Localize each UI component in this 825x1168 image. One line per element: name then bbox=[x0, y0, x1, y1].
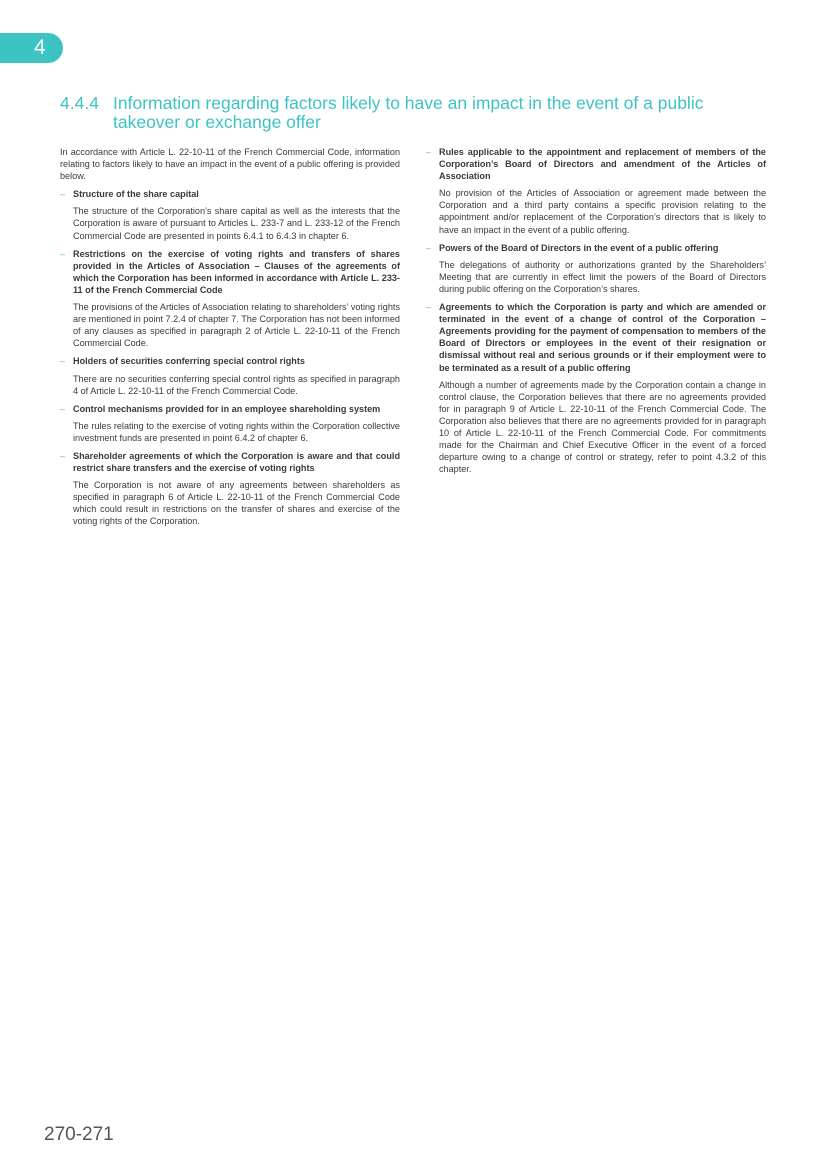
right-column bbox=[426, 146, 766, 481]
item-title: Control mechanisms provided for in an employee shareholding system bbox=[73, 403, 381, 414]
item-body: No provision of the Articles of Association or agreement made between the Corporation and a third party contains a specific provision relating to the appointment and/or replacement of the Corporation’s directors that is likely to have an impact in the event of a public offering. bbox=[439, 188, 766, 235]
item-body: The provisions of the Articles of Association relating to shareholders’ voting rights are mentioned in point 7.2.4 of chapter 7. The Corporation has not been informed of any clauses as specified in paragraph 2 of Article L. 22-10-11 of the French Commercial Code. bbox=[73, 302, 400, 349]
section-title-line-2: takeover or exchange offer bbox=[113, 112, 321, 132]
list-item bbox=[60, 248, 400, 350]
item-title: Structure of the share capital bbox=[73, 189, 199, 200]
list-item bbox=[426, 242, 766, 295]
item-title: Agreements to which the Corporation is party and which are amended or terminated in the event of a change of control of the Corporation – Agreements providing for the payment of compensation to members of the Board of Directors or employees in the event of their resignation or dismissal without real and serious grounds or if their employment were to be terminated as a result of a public offering bbox=[439, 302, 766, 373]
item-body: The Corporation is not aware of any agreements between shareholders as specified in paragraph 6 of Article L. 22-10-11 of the French Commercial Code which could result in restrictions on the transfer of shares and exercise of the voting rights of the Corporation. bbox=[73, 480, 400, 527]
section-number: 4.4.4 bbox=[60, 93, 99, 113]
list-item bbox=[426, 146, 766, 236]
chapter-number: 4 bbox=[34, 36, 46, 59]
page-number-footer: 270-271 bbox=[44, 1124, 114, 1145]
dash-bullet: – bbox=[426, 242, 432, 253]
list-item bbox=[60, 355, 400, 396]
item-body: There are no securities conferring special control rights as specified in paragraph 4 of Article L. 22-10-11 of the French Commercial Code. bbox=[73, 373, 400, 396]
dash-bullet: – bbox=[60, 189, 66, 200]
list-item bbox=[426, 301, 766, 475]
dash-bullet: – bbox=[60, 450, 66, 461]
dash-bullet: – bbox=[60, 403, 66, 414]
item-title: Shareholder agreements of which the Corporation is aware and that could restrict share transfers and the exercise of voting rights bbox=[73, 450, 400, 474]
list-item bbox=[60, 188, 400, 241]
section-title-line-1: Information regarding factors likely to have an impact in the event of a public bbox=[113, 93, 704, 113]
item-body: The delegations of authority or authorizations granted by the Shareholders’ Meeting that are currently in effect limit the powers of the Board of Directors during public offering on the Corporation’s shares. bbox=[439, 259, 766, 294]
dash-bullet: – bbox=[60, 356, 66, 367]
list-item bbox=[60, 403, 400, 444]
list-item bbox=[60, 450, 400, 528]
item-body: The structure of the Corporation’s share capital as well as the interests that the Corporation is aware of pursuant to Articles L. 233-7 and L. 233-12 of the French Commercial Code are presented in points 6.4.1 to 6.4.3 in chapter 6. bbox=[73, 206, 400, 241]
left-column bbox=[60, 146, 400, 534]
item-title: Restrictions on the exercise of voting rights and transfers of shares provided in the Articles of Association – Clauses of the agreements of which the Corporation has been informed in accordance with Article L. 233-11 of the French Commercial Code bbox=[73, 248, 400, 295]
section-heading bbox=[60, 94, 780, 132]
item-body: Although a number of agreements made by the Corporation contain a change in control clause, the Corporation believes that there are no agreements provided for in paragraph 9 of Article L. 22-10-11 of the French Commercial Code. The Corporation also believes that there are no agreements provided for in paragraph 10 of Article L. 22-10-11 of the French Commercial Code. For commitments made for the Chairman and Chief Executive Officer in the event of a forced departure owing to a change of control or strategy, refer to point 4.3.2 of this chapter. bbox=[439, 379, 766, 475]
dash-bullet: – bbox=[60, 248, 66, 259]
item-body: The rules relating to the exercise of voting rights within the Corporation collective investment funds are presented in point 6.4.2 of chapter 6. bbox=[73, 420, 400, 443]
item-title: Rules applicable to the appointment and replacement of members of the Corporation’s Board of Directors and amendment of the Articles of Association bbox=[439, 147, 766, 182]
dash-bullet: – bbox=[426, 147, 432, 157]
intro-paragraph: In accordance with Article L. 22-10-11 of the French Commercial Code, information relating to factors likely to have an impact in the event of a public offering is provided below. bbox=[60, 147, 400, 182]
item-title: Holders of securities conferring special control rights bbox=[73, 356, 305, 367]
chapter-tab bbox=[0, 33, 63, 63]
dash-bullet: – bbox=[426, 302, 432, 313]
item-title: Powers of the Board of Directors in the event of a public offering bbox=[439, 242, 719, 253]
